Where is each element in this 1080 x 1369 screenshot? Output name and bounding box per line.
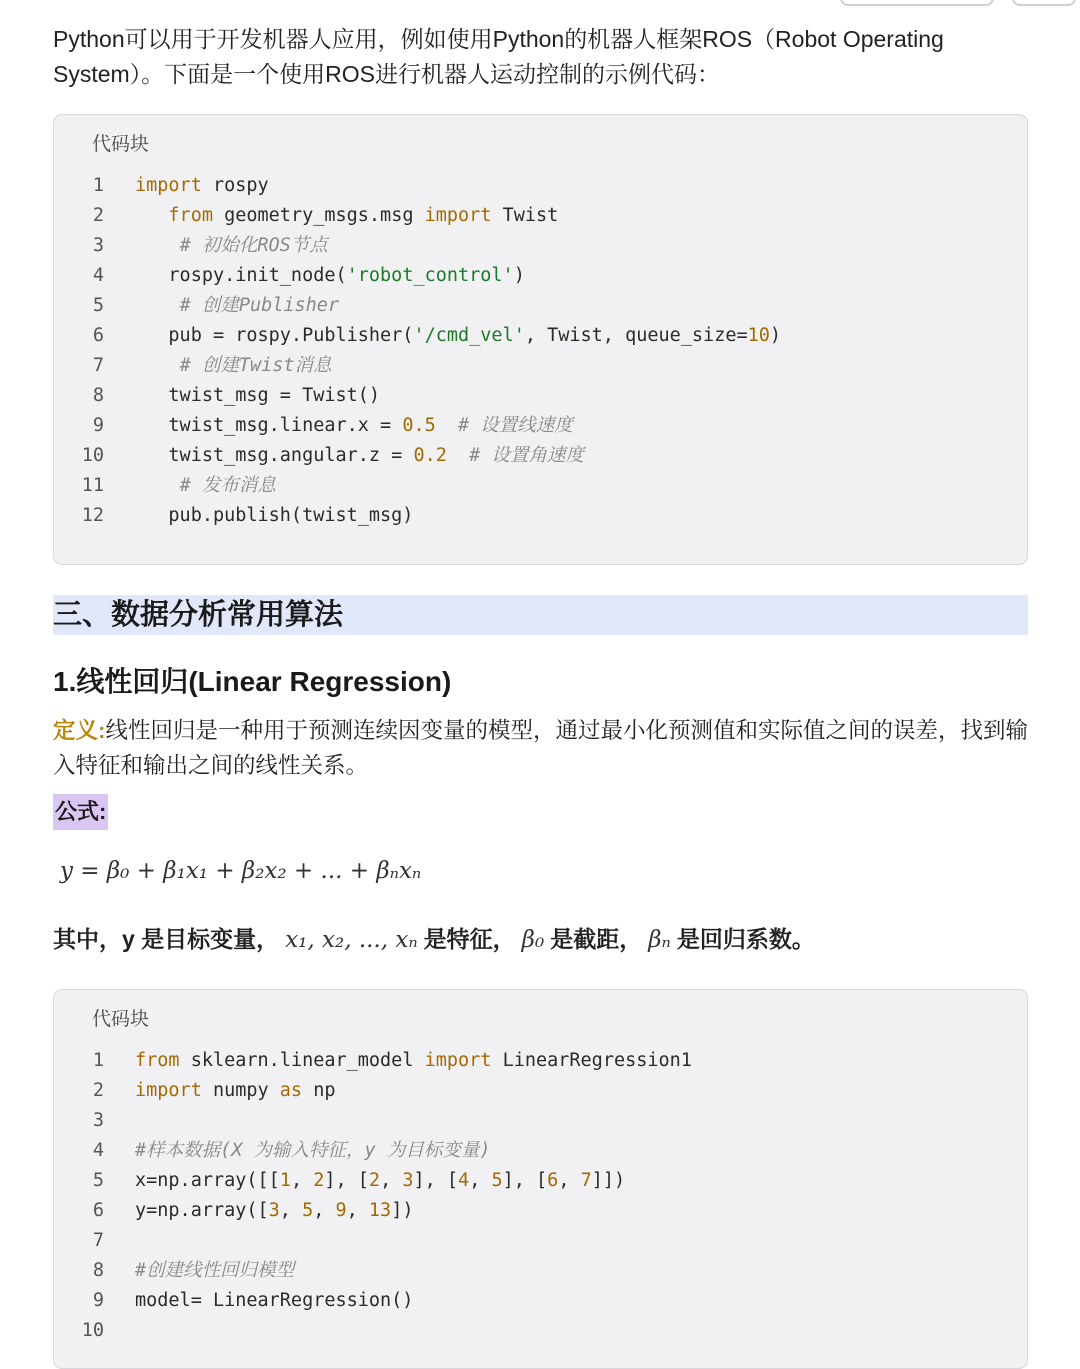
line-number: 6 <box>92 1200 104 1221</box>
code-line <box>54 441 1027 471</box>
code-number: 6 <box>547 1170 559 1191</box>
code-line <box>54 411 1027 441</box>
code-token: twist_msg.angular.z = <box>135 445 414 466</box>
code-block-header: 代码块 <box>92 1009 150 1030</box>
math-coefficient: βₙ <box>648 927 671 953</box>
code-number: 2 <box>313 1170 325 1191</box>
code-token: geometry_msgs.msg <box>212 205 425 226</box>
code-keyword: import <box>424 1050 492 1071</box>
code-line <box>54 471 1027 501</box>
code-line <box>54 1166 1027 1196</box>
math-intercept: β₀ <box>521 927 545 953</box>
code-token: ], [ <box>413 1170 459 1191</box>
code-number: 2 <box>368 1170 381 1191</box>
code-block-ros <box>53 114 1028 565</box>
line-number: 8 <box>92 385 104 406</box>
code-number: 0.2 <box>413 445 447 466</box>
code-comment: # 初始化ROS节点 <box>179 235 328 256</box>
code-text <box>135 1076 336 1106</box>
code-number: 3 <box>402 1170 414 1191</box>
code-line <box>54 1286 1027 1316</box>
code-token: , Twist, queue_size= <box>524 325 748 346</box>
code-comment: # 设置线速度 <box>458 415 573 436</box>
code-string: '/cmd_vel' <box>413 325 525 346</box>
line-number: 7 <box>92 1230 104 1251</box>
code-token: twist_msg = Twist() <box>135 385 381 406</box>
code-line <box>54 351 1027 381</box>
code-text <box>135 231 328 261</box>
intro-paragraph <box>53 22 1013 92</box>
intro-line-1: Python可以用于开发机器人应用，例如使用Python的机器人框架ROS（Robot Operating <box>53 26 944 52</box>
code-token: twist_msg.linear.x = <box>135 415 403 436</box>
section-title: 三、数据分析常用算法 <box>53 595 1028 635</box>
code-token: , <box>469 1170 492 1191</box>
code-number: 5 <box>302 1200 314 1221</box>
code-line <box>54 1196 1027 1226</box>
code-number: 13 <box>368 1200 392 1221</box>
code-keyword: import <box>135 1080 202 1101</box>
code-token <box>135 475 180 496</box>
line-number: 4 <box>92 265 104 286</box>
code-text <box>135 171 269 201</box>
top-button-stub-2[interactable] <box>1012 0 1076 6</box>
code-number: 4 <box>458 1170 470 1191</box>
code-number: 5 <box>491 1170 503 1191</box>
line-number: 1 <box>92 175 104 196</box>
line-number: 10 <box>81 445 104 466</box>
code-line <box>54 321 1027 351</box>
code-text <box>135 351 332 381</box>
code-text <box>135 291 339 321</box>
code-line <box>54 1256 1027 1286</box>
line-number: 11 <box>81 475 104 496</box>
line-number: 5 <box>92 1170 104 1191</box>
code-token: pub = rospy.Publisher( <box>135 325 414 346</box>
code-token: x=np.array([[ <box>135 1170 280 1191</box>
code-line <box>54 231 1027 261</box>
code-token: pub.publish(twist_msg) <box>135 505 414 526</box>
code-text <box>135 1166 625 1196</box>
line-number: 5 <box>92 295 104 316</box>
code-keyword: from <box>135 1050 180 1071</box>
code-token <box>135 205 168 226</box>
code-token: ], [ <box>502 1170 548 1191</box>
intro-line-2: System）。下面是一个使用ROS进行机器人运动控制的示例代码： <box>53 61 721 87</box>
code-line <box>54 261 1027 291</box>
code-line <box>54 381 1027 411</box>
code-lines <box>54 1046 1027 1346</box>
code-token: , <box>380 1170 403 1191</box>
code-line <box>54 1076 1027 1106</box>
code-line <box>54 501 1027 531</box>
code-block-sklearn <box>53 989 1028 1369</box>
code-lines <box>54 171 1027 531</box>
code-token: rospy <box>201 175 269 196</box>
explain-part-2: 是特征， <box>423 926 516 952</box>
code-token <box>135 235 180 256</box>
code-token <box>436 415 458 436</box>
code-token: , <box>290 1170 314 1191</box>
code-text <box>135 1136 490 1166</box>
line-number: 10 <box>81 1320 104 1341</box>
code-comment: #样本数据(X 为输入特征，y 为目标变量) <box>135 1140 491 1161</box>
code-token: Twist <box>491 205 559 226</box>
line-number: 3 <box>92 1110 104 1131</box>
code-text <box>135 501 413 531</box>
code-token <box>447 445 469 466</box>
line-number: 7 <box>92 355 104 376</box>
code-token: np <box>302 1080 336 1101</box>
code-text <box>135 261 525 291</box>
code-keyword: import <box>135 175 202 196</box>
line-number: 1 <box>92 1050 104 1071</box>
code-token <box>135 355 180 376</box>
code-token: numpy <box>201 1080 280 1101</box>
code-number: 7 <box>580 1170 592 1191</box>
code-text <box>135 471 276 501</box>
code-token: y=np.array([ <box>135 1200 269 1221</box>
code-string: 'robot_control' <box>346 265 514 286</box>
code-line <box>54 1316 1027 1346</box>
line-number: 12 <box>81 505 104 526</box>
code-token: ]]) <box>591 1170 626 1191</box>
code-token: ]) <box>391 1200 414 1221</box>
code-text <box>135 1256 294 1286</box>
line-number: 9 <box>92 415 104 436</box>
explain-part-4: 是回归系数。 <box>676 926 815 952</box>
code-line <box>54 1046 1027 1076</box>
code-text <box>135 411 573 441</box>
line-number: 8 <box>92 1260 104 1281</box>
definition-paragraph <box>53 713 1028 783</box>
line-number: 4 <box>92 1140 104 1161</box>
code-number: 1 <box>279 1170 291 1191</box>
code-number: 9 <box>335 1200 347 1221</box>
code-token <box>135 295 180 316</box>
code-token: LinearRegression1 <box>491 1050 692 1071</box>
code-comment: # 发布消息 <box>179 475 276 496</box>
explain-part-1: 其中，y 是目标变量， <box>53 926 280 952</box>
code-token: model= LinearRegression() <box>135 1290 414 1311</box>
code-token: sklearn.linear_model <box>179 1050 425 1071</box>
formula-label: 公式: <box>53 794 108 830</box>
code-keyword: as <box>279 1080 303 1101</box>
code-comment: # 创建Twist消息 <box>179 355 332 376</box>
code-keyword: from <box>168 205 213 226</box>
code-text <box>135 1196 413 1226</box>
code-token: , <box>279 1200 303 1221</box>
code-comment: # 设置角速度 <box>469 445 584 466</box>
code-token: ) <box>769 325 782 346</box>
code-text <box>135 1286 413 1316</box>
code-keyword: import <box>424 205 492 226</box>
code-number: 0.5 <box>402 415 436 436</box>
code-text <box>135 321 781 351</box>
line-number: 9 <box>92 1290 104 1311</box>
definition-text: 线性回归是一种用于预测连续因变量的模型，通过最小化预测值和实际值之间的误差，找到输入特征和输出之间的线性关系。 <box>53 718 1029 778</box>
code-line <box>54 1226 1027 1256</box>
math-features: x₁, x₂, ..., xₙ <box>285 927 418 953</box>
code-number: 3 <box>268 1200 280 1221</box>
code-text <box>135 381 380 411</box>
code-line <box>54 201 1027 231</box>
subsection-title: 1.线性回归(Linear Regression) <box>53 666 452 697</box>
code-line <box>54 1106 1027 1136</box>
code-line <box>54 291 1027 321</box>
line-number: 2 <box>92 205 104 226</box>
code-token: , <box>558 1170 581 1191</box>
line-number: 2 <box>92 1080 104 1101</box>
code-text <box>135 201 558 231</box>
code-token: ], [ <box>324 1170 369 1191</box>
formula-expression: y = β₀ + β₁x₁ + β₂x₂ + ... + βₙxₙ <box>60 858 422 884</box>
top-button-stub[interactable] <box>840 0 994 6</box>
explain-part-3: 是截距， <box>550 926 643 952</box>
code-number: 10 <box>747 325 770 346</box>
code-comment: #创建线性回归模型 <box>135 1260 295 1281</box>
code-token: , <box>313 1200 336 1221</box>
code-token: rospy.init_node( <box>135 265 347 286</box>
code-line <box>54 1136 1027 1166</box>
code-token: ) <box>513 265 525 286</box>
code-token: , <box>346 1200 369 1221</box>
code-block-header: 代码块 <box>92 134 150 155</box>
line-number: 3 <box>92 235 104 256</box>
code-text <box>135 441 584 471</box>
line-number: 6 <box>92 325 104 346</box>
definition-label: 定义: <box>53 718 106 743</box>
code-text <box>135 1046 692 1076</box>
formula-explanation <box>53 920 815 959</box>
code-comment: # 创建Publisher <box>179 295 340 316</box>
code-line <box>54 171 1027 201</box>
